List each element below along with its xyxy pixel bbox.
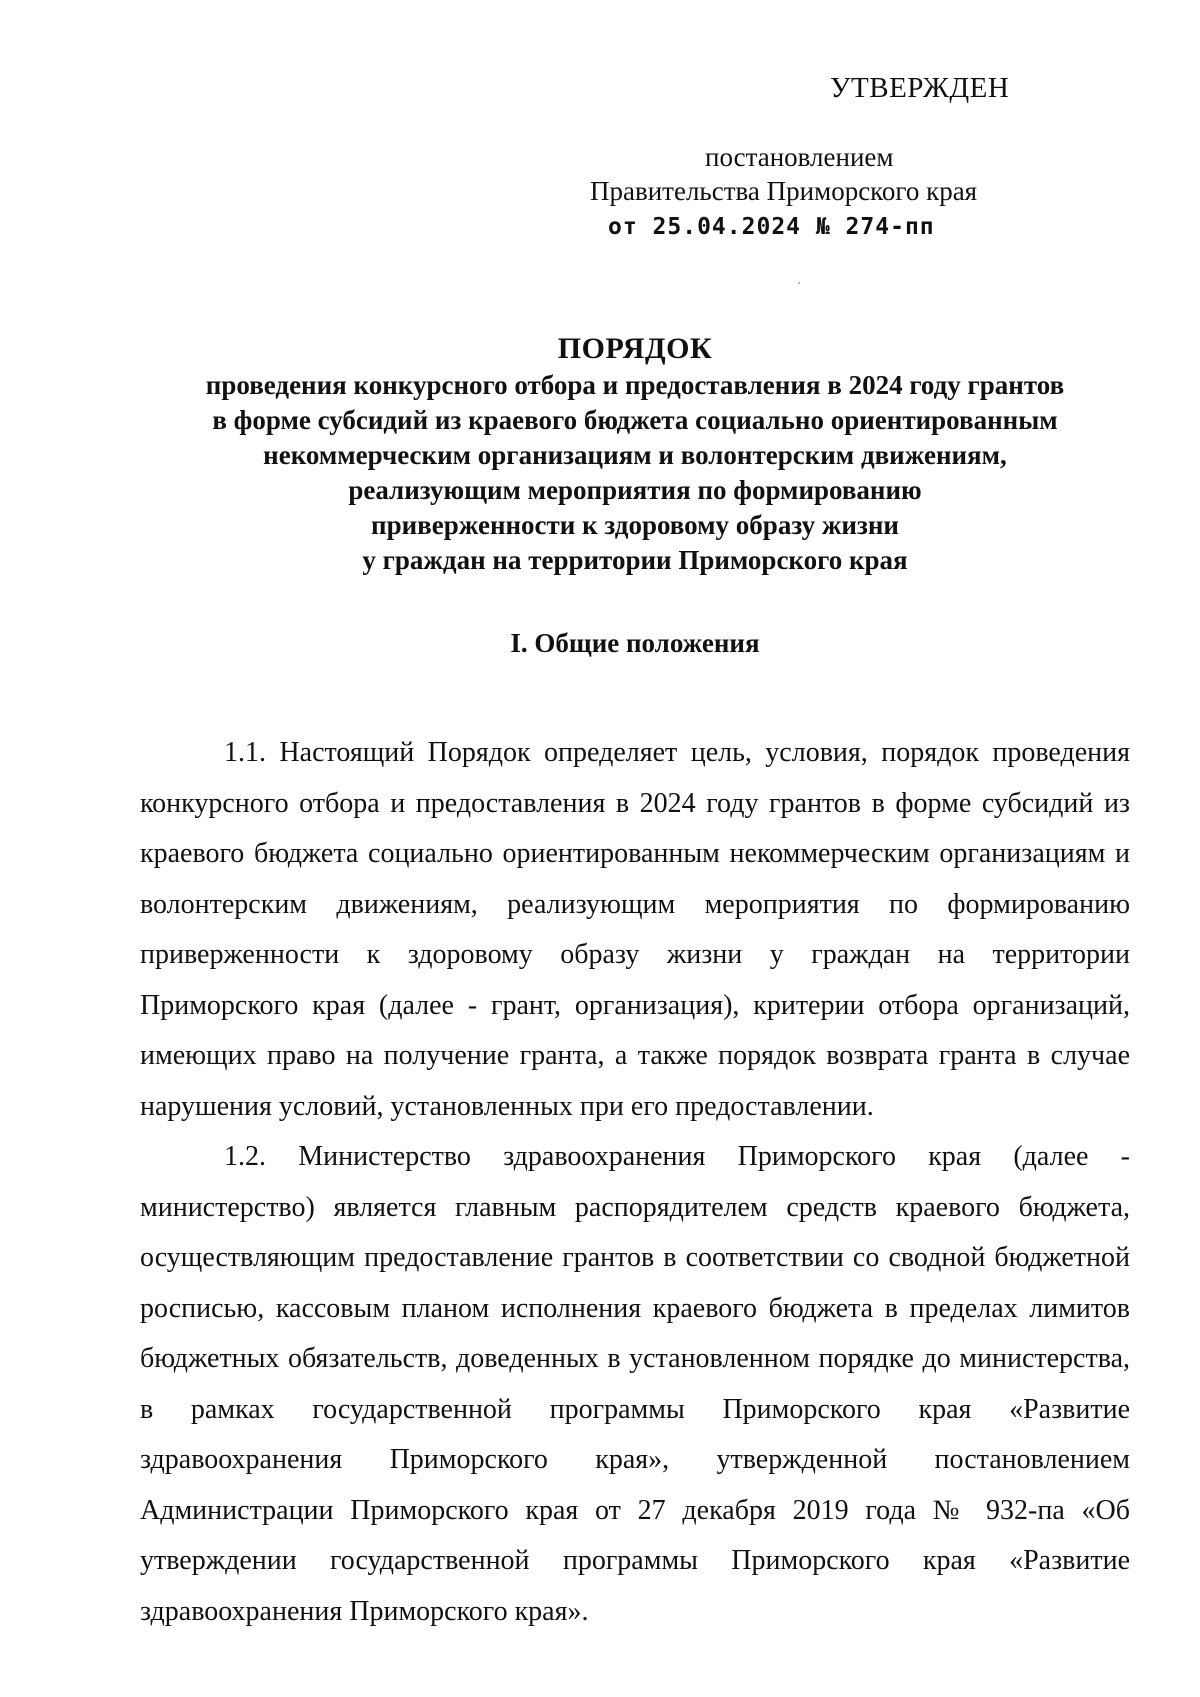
paragraph-1-1: 1.1. Настоящий Порядок определяет цель, условия, порядок проведения конкурсного отбора и предоставления в 2024 году грантов в форме субсидий из краевого бюджета социально ориентированным некоммерческим организациям и волонтерским движениям, реализующим мероприятия по формированию приверженности к здоровому образу жизни у граждан на территории Приморского края (далее - грант, организация), критерии отбора организаций, имеющих право на получение гранта, а также порядок возврата гранта в случае нарушения условий, установленных при его предоставлении. (140, 737, 1130, 1122)
paragraph-1-2: 1.2. Министерство здравоохранения Приморского края (далее - министерство) является главным распорядителем средств краевого бюджета, осуществляющим предоставление грантов в соответствии со сводной бюджетной росписью, кассовым планом исполнения краевого бюджета в пределах лимитов бюджетных обязательств, доведенных в установленном порядке до министерства, в рамках государственной программы Приморского края «Развитие здравоохранения Приморского края», утвержденной постановлением Администрации Приморского края от 27 декабря 2019 года № 932-па «Об утверждении государственной программы Приморского края «Развитие здравоохранения Приморского края». (140, 1141, 1130, 1627)
section-heading: I. Общие положения (510, 628, 760, 658)
subtitle-line-4: реализующим мероприятия по формированию (348, 475, 922, 505)
approval-line-1: постановлением (705, 142, 894, 172)
approval-block (590, 140, 1060, 244)
subtitle-line-3: некоммерческим организациям и волонтерским движениям, (263, 440, 1007, 470)
scan-speck (798, 282, 800, 284)
approval-heading: УТВЕРЖДЕН (830, 72, 1010, 104)
subtitle-line-2: в форме субсидий из краевого бюджета социально ориентированным (212, 405, 1058, 435)
body-text (140, 728, 1130, 1637)
approval-line-2: Правительства Приморского края (590, 176, 978, 206)
subtitle-line-1: проведения конкурсного отбора и предоставления в 2024 году грантов (205, 370, 1065, 400)
approval-date-number: от 25.04.2024 № 274-пп (608, 214, 935, 240)
subtitle-line-5: приверженности к здоровому образу жизни (371, 510, 899, 540)
title-block (0, 330, 1200, 578)
document-title: ПОРЯДОК (557, 332, 713, 365)
subtitle-line-6: у граждан на территории Приморского края (362, 545, 908, 575)
